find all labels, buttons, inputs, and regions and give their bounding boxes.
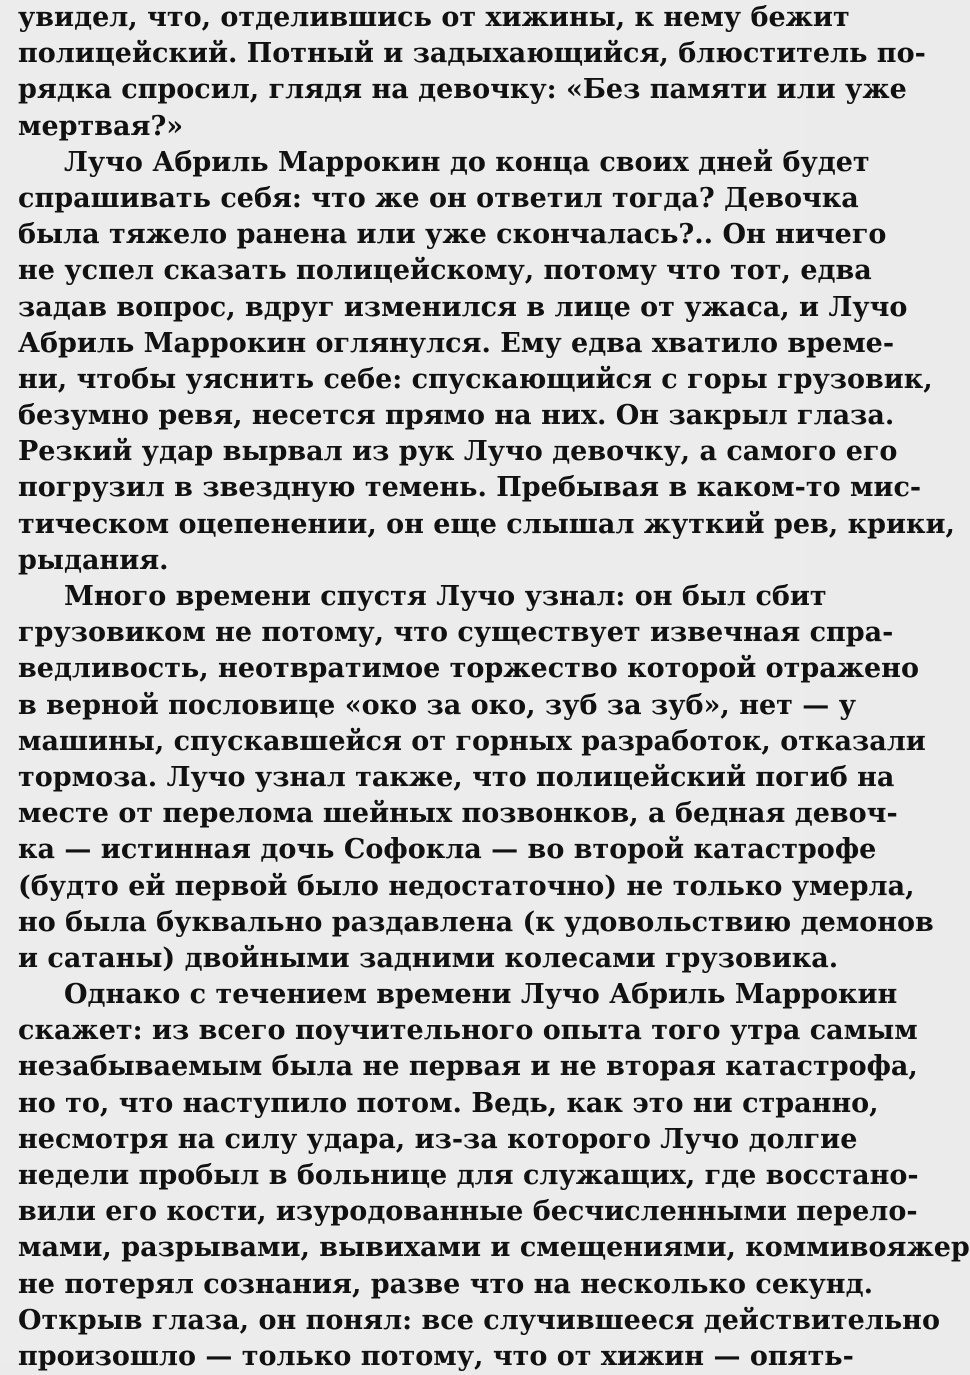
- text-line: полицейский. Потный и задыхающийся, блюститель по-: [18, 38, 926, 70]
- text-line: спрашивать себя: что же он ответил тогда? Девочка: [18, 182, 859, 214]
- text-line: но была буквально раздавлена (к удовольствию демонов: [18, 906, 934, 938]
- text-line: мами, разрывами, вывихами и смещениями, коммивояжер: [18, 1232, 970, 1264]
- text-line: рядка спросил, глядя на девочку: «Без памяти или уже: [18, 74, 907, 106]
- text-line: Абриль Маррокин оглянулся. Ему едва хватило време-: [18, 327, 895, 359]
- text-line: произошло — только потому, что от хижин — опять-: [18, 1340, 854, 1372]
- text-line: Открыв глаза, он понял: все случившееся действительно: [18, 1304, 940, 1336]
- text-line: ка — истинная дочь Софокла — во второй катастрофе: [18, 834, 877, 866]
- text-line: мертвая?»: [18, 110, 184, 142]
- paragraph-first-line: Много времени спустя Лучо узнал: он был сбит: [64, 581, 827, 612]
- text-line: Резкий удар вырвал из рук Лучо девочку, а самого его: [18, 436, 898, 468]
- text-line: ведливость, неотвратимое торжество которой отражено: [18, 653, 919, 685]
- paragraph-first-line: Однако с течением времени Лучо Абриль Маррокин: [64, 979, 898, 1011]
- text-line: несмотря на силу удара, из-за которого Лучо долгие: [18, 1123, 858, 1155]
- text-line: недели пробыл в больнице для служащих, где восстано-: [18, 1160, 919, 1191]
- text-line: вили его кости, изуродованные бесчисленными перело-: [18, 1196, 918, 1228]
- text-line: задав вопрос, вдруг изменился в лице от ужаса, и Лучо: [18, 291, 908, 323]
- text-line: незабываемым была не первая и не вторая катастрофа,: [18, 1051, 918, 1083]
- text-line: тормоза. Лучо узнал также, что полицейский погиб на: [18, 761, 895, 793]
- text-line: грузовиком не потому, что существует извечная спра-: [18, 617, 894, 649]
- text-line: тическом оцепенении, он еще слышал жуткий рев, крики,: [18, 508, 955, 540]
- text-line: ни, чтобы уяснить себе: спускающийся с горы грузовик,: [18, 363, 933, 395]
- text-line: (будто ей первой было недостаточно) не только умерла,: [18, 870, 915, 902]
- paragraph-first-line: Лучо Абриль Маррокин до конца своих дней будет: [64, 146, 870, 178]
- page-text: [18, 0, 970, 1375]
- text-line: скажет: из всего поучительного опыта того утра самым: [18, 1015, 918, 1047]
- text-line: была тяжело ранена или уже скончалась?.. Он ничего: [18, 219, 887, 251]
- text-line: погрузил в звездную темень. Пребывая в каком-то мис-: [18, 472, 922, 504]
- text-line: не потерял сознания, разве что на несколько секунд.: [18, 1268, 873, 1300]
- text-line: безумно ревя, несется прямо на них. Он закрыл глаза.: [18, 400, 895, 432]
- text-line: месте от перелома шейных позвонков, а бедная девоч-: [18, 798, 898, 830]
- text-line: рыдания.: [18, 544, 169, 576]
- text-line: и сатаны) двойными задними колесами грузовика.: [18, 942, 839, 974]
- text-line: в верной пословице «око за око, зуб за зуб», нет — у: [18, 689, 856, 721]
- text-line: не успел сказать полицейскому, потому что тот, едва: [18, 255, 872, 287]
- text-line: но то, что наступило потом. Ведь, как это ни странно,: [18, 1087, 879, 1119]
- text-line: машины, спускавшейся от горных разработок, отказали: [18, 725, 926, 757]
- text-line: увидел, что, отделившись от хижины, к нему бежит: [18, 2, 850, 33]
